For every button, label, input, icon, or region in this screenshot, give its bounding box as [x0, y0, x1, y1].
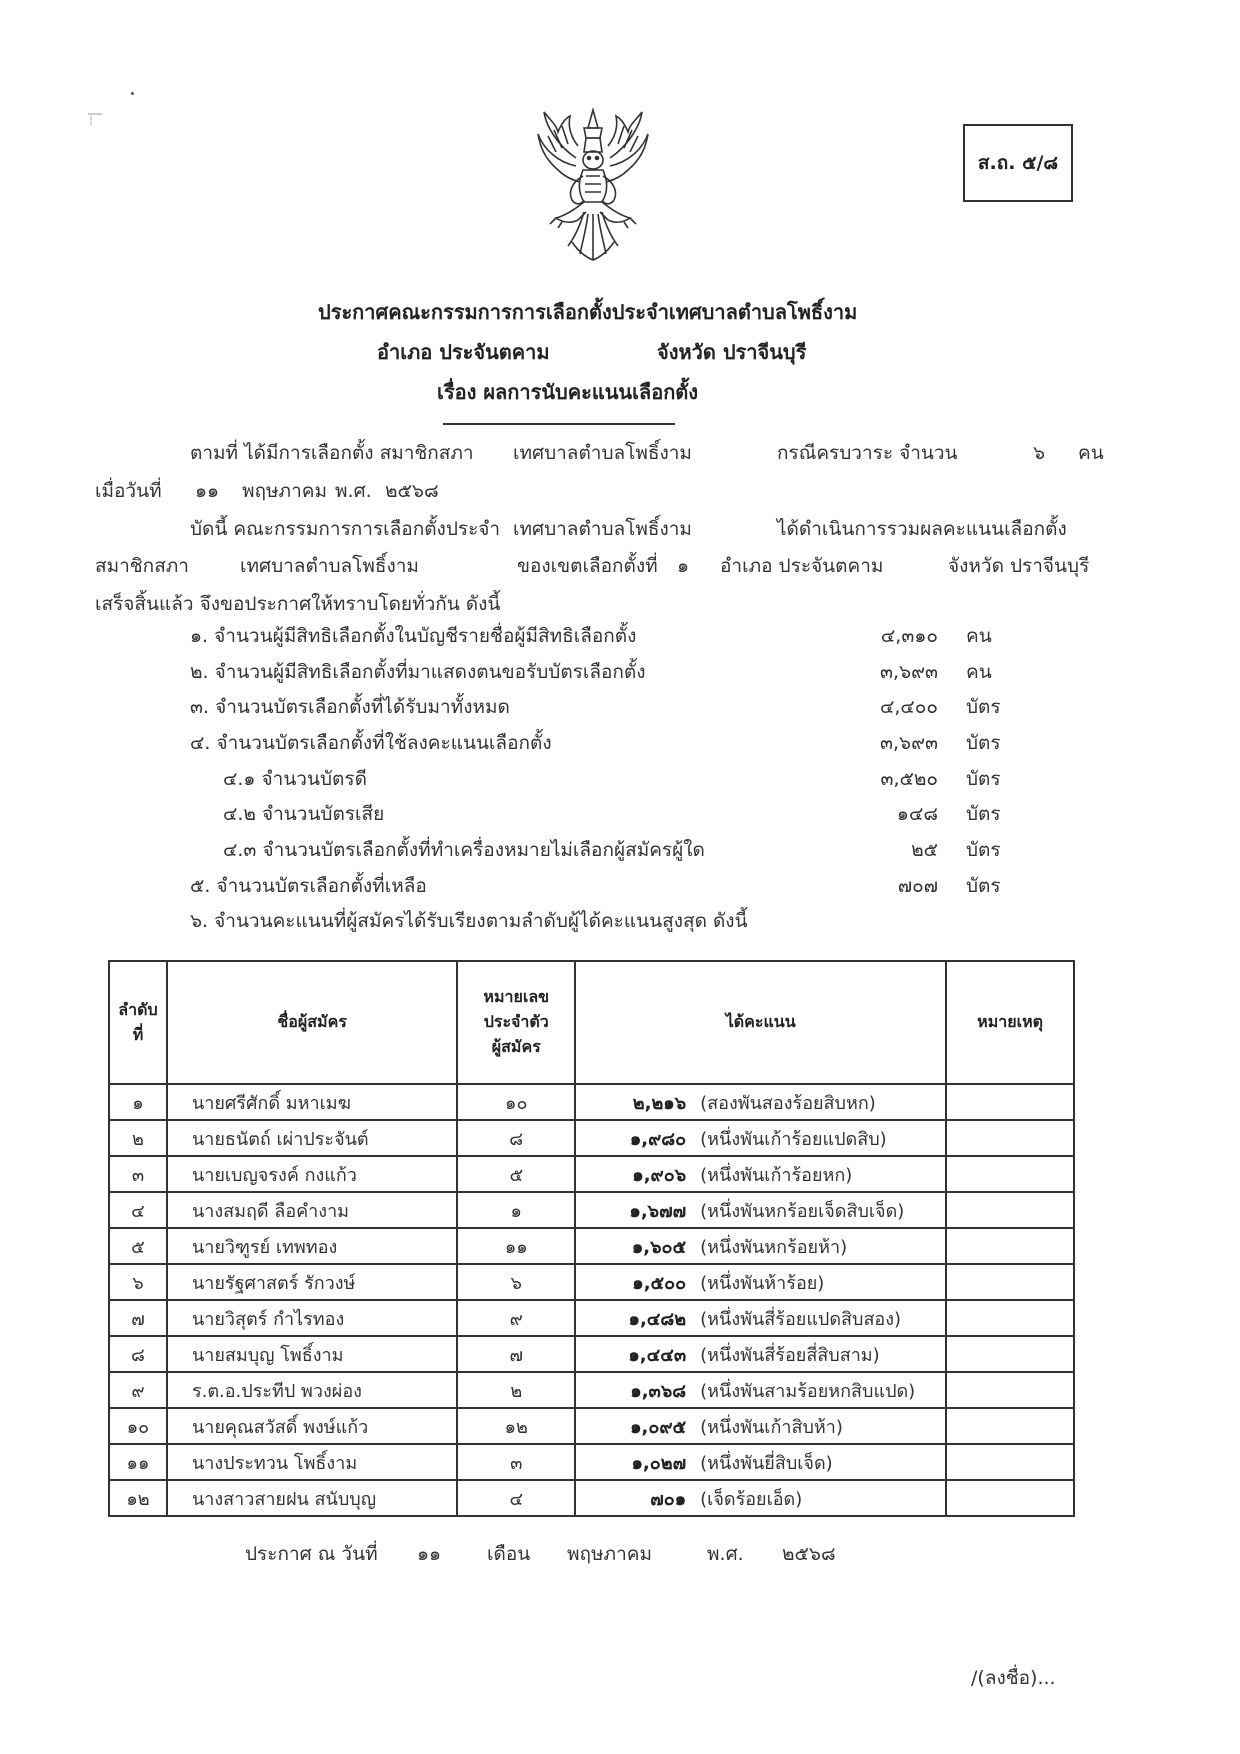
score-value: ๑,๔๔๓ [628, 1344, 687, 1366]
cell-rank: ๕ [109, 1228, 167, 1264]
intro-line3-c: ได้ดำเนินการรวมผลคะแนนเลือกตั้ง [777, 518, 1067, 540]
cell-candidate-name: นายวิสุตร์ กำไรทอง [167, 1300, 457, 1336]
item-unit: คน [966, 661, 992, 683]
header-number [457, 961, 575, 1084]
footer-announce: ประกาศ ณ วันที่ [245, 1543, 378, 1565]
header-score: ได้คะแนน [575, 961, 946, 1084]
footer-month-label: เดือน [487, 1543, 531, 1565]
intro-line4-district: อำเภอ ประจันตคาม [720, 555, 884, 577]
item-value: ๑๔๘ [896, 803, 938, 825]
score-value: ๑,๐๙๕ [630, 1416, 687, 1438]
score-value: ๑,๙๘๐ [629, 1128, 687, 1150]
cell-candidate-name: นายธนัตถ์ เผ่าประจันต์ [167, 1120, 457, 1156]
cell-note [946, 1192, 1074, 1228]
table-row [109, 1156, 1074, 1192]
item-label: ๑. จำนวนผู้มีสิทธิเลือกตั้งในบัญชีรายชื่อผู้มีสิทธิเลือกตั้ง [190, 625, 637, 647]
cell-score [575, 1264, 946, 1300]
header-rank-line1: ลำดับ [118, 999, 158, 1019]
candidate-results-table [108, 960, 1075, 1517]
cell-score [575, 1480, 946, 1516]
cell-candidate-name: นางประทวน โพธิ์งาม [167, 1444, 457, 1480]
header-number-line1: หมายเลข [483, 987, 550, 1007]
item-value: ๓,๕๒๐ [880, 768, 938, 790]
intro-line1-c: กรณีครบวาระ จำนวน [777, 442, 958, 464]
cell-note [946, 1336, 1074, 1372]
cell-rank: ๖ [109, 1264, 167, 1300]
table-row [109, 1084, 1074, 1120]
cell-note [946, 1408, 1074, 1444]
item-unit: บัตร [966, 803, 1001, 825]
cell-candidate-name: นายศรีศักดิ์ มหาเมฆ [167, 1084, 457, 1120]
garuda-emblem-icon [528, 106, 658, 264]
score-in-words: (หนึ่งพันสี่ร้อยสี่สิบสาม) [700, 1344, 880, 1366]
score-in-words: (หนึ่งพันยี่สิบเจ็ด) [700, 1452, 833, 1474]
header-rank [109, 961, 167, 1084]
item-label: ๔.๑ จำนวนบัตรดี [223, 768, 367, 790]
intro-line4-municipality: เทศบาลตำบลโพธิ์งาม [240, 555, 419, 577]
item-unit: บัตร [966, 732, 1001, 754]
cell-score [575, 1120, 946, 1156]
score-in-words: (หนึ่งพันห้าร้อย) [700, 1272, 825, 1294]
cell-candidate-number: ๑๐ [457, 1084, 575, 1120]
intro-line5: เสร็จสิ้นแล้ว จึงขอประกาศให้ทราบโดยทั่วกัน ดังนี้ [95, 593, 501, 615]
election-year-label: พ.ศ. [335, 480, 372, 502]
scan-speck [131, 92, 134, 95]
item-unit: คน [966, 625, 992, 647]
table-row [109, 1264, 1074, 1300]
score-in-words: (หนึ่งพันสี่ร้อยแปดสิบสอง) [700, 1308, 902, 1330]
item-value: ๔,๓๑๐ [880, 625, 938, 647]
score-value: ๑,๓๖๘ [630, 1380, 687, 1402]
intro-line2-a: เมื่อวันที่ [95, 480, 162, 502]
title-province: จังหวัด ปราจีนบุรี [657, 340, 807, 364]
score-in-words: (หนึ่งพันเก้าสิบห้า) [700, 1416, 843, 1438]
table-row [109, 1228, 1074, 1264]
intro-line4-c: ของเขตเลือกตั้งที่ [517, 555, 658, 577]
announcement-title: ประกาศคณะกรรมการการเลือกตั้งประจำเทศบาลตำบลโพธิ์งาม [318, 300, 858, 324]
item-value: ๗๐๗ [897, 875, 938, 897]
item-label: ๖. จำนวนคะแนนที่ผู้สมัครได้รับเรียงตามลำดับผู้ได้คะแนนสูงสุด ดังนี้ [190, 910, 748, 932]
signature-continuation: /(ลงชื่อ)... [971, 1667, 1056, 1689]
cell-candidate-name: ร.ต.อ.ประทีป พวงผ่อง [167, 1372, 457, 1408]
intro-line4-a: สมาชิกสภา [95, 555, 189, 577]
score-in-words: (หนึ่งพันเก้าร้อยหก) [700, 1164, 853, 1186]
item-unit: บัตร [966, 768, 1001, 790]
item-unit: บัตร [966, 696, 1001, 718]
cell-candidate-number: ๑๑ [457, 1228, 575, 1264]
item-label: ๓. จำนวนบัตรเลือกตั้งที่ได้รับมาทั้งหมด [190, 696, 510, 718]
election-year: ๒๕๖๘ [385, 480, 439, 502]
cell-score [575, 1156, 946, 1192]
cell-candidate-number: ๔ [457, 1480, 575, 1516]
item-unit: บัตร [966, 839, 1001, 861]
cell-note [946, 1480, 1074, 1516]
cell-score [575, 1408, 946, 1444]
cell-rank: ๗ [109, 1300, 167, 1336]
score-value: ๑,๖๐๕ [631, 1236, 687, 1258]
score-value: ๑,๕๐๐ [632, 1272, 687, 1294]
score-in-words: (เจ็ดร้อยเอ็ด) [700, 1488, 803, 1510]
cell-rank: ๔ [109, 1192, 167, 1228]
table-row [109, 1480, 1074, 1516]
table-row [109, 1336, 1074, 1372]
cell-candidate-name: นายรัฐศาสตร์ รักวงษ์ [167, 1264, 457, 1300]
intro-line1-a: ตามที่ ได้มีการเลือกตั้ง สมาชิกสภา [190, 442, 474, 464]
intro-line3-municipality: เทศบาลตำบลโพธิ์งาม [513, 518, 692, 540]
score-value: ๗๐๑ [650, 1488, 687, 1510]
seat-unit: คน [1078, 442, 1104, 464]
table-row [109, 1300, 1074, 1336]
cell-note [946, 1084, 1074, 1120]
score-in-words: (หนึ่งพันสามร้อยหกสิบแปด) [700, 1380, 916, 1402]
election-month: พฤษภาคม [242, 480, 327, 502]
cell-candidate-number: ๒ [457, 1372, 575, 1408]
intro-line1-municipality: เทศบาลตำบลโพธิ์งาม [513, 442, 692, 464]
cell-rank: ๑๒ [109, 1480, 167, 1516]
cell-candidate-number: ๑ [457, 1192, 575, 1228]
table-header-row [109, 961, 1074, 1084]
cell-rank: ๑๑ [109, 1444, 167, 1480]
cell-note [946, 1156, 1074, 1192]
score-in-words: (สองพันสองร้อยสิบหก) [700, 1092, 876, 1114]
item-label: ๒. จำนวนผู้มีสิทธิเลือกตั้งที่มาแสดงตนขอรับบัตรเลือกตั้ง [190, 661, 646, 683]
cell-score [575, 1444, 946, 1480]
cell-rank: ๒ [109, 1120, 167, 1156]
item-value: ๓,๖๙๓ [880, 732, 938, 754]
cell-note [946, 1444, 1074, 1480]
intro-line3-a: บัดนี้ คณะกรรมการการเลือกตั้งประจำ [190, 518, 501, 540]
score-value: ๑,๔๘๒ [628, 1308, 687, 1330]
footer-year: ๒๕๖๘ [782, 1543, 836, 1565]
header-number-line3: ผู้สมัคร [491, 1036, 541, 1056]
cell-candidate-name: นายเบญจรงค์ กงแก้ว [167, 1156, 457, 1192]
score-in-words: (หนึ่งพันเก้าร้อยแปดสิบ) [700, 1128, 887, 1150]
election-day: ๑๑ [195, 480, 220, 502]
footer-year-label: พ.ศ. [707, 1543, 744, 1565]
intro-line4-province: จังหวัด ปราจีนบุรี [948, 555, 1090, 577]
item-value: ๔,๔๐๐ [880, 696, 938, 718]
item-label: ๕. จำนวนบัตรเลือกตั้งที่เหลือ [190, 875, 427, 897]
table-row [109, 1372, 1074, 1408]
cell-rank: ๙ [109, 1372, 167, 1408]
cell-candidate-number: ๘ [457, 1120, 575, 1156]
footer-month: พฤษภาคม [567, 1543, 652, 1565]
item-value: ๒๕ [911, 839, 938, 861]
item-unit: บัตร [966, 875, 1001, 897]
cell-candidate-number: ๗ [457, 1336, 575, 1372]
cell-note [946, 1264, 1074, 1300]
score-value: ๑,๖๗๗ [629, 1200, 687, 1222]
cell-candidate-number: ๑๒ [457, 1408, 575, 1444]
table-row [109, 1120, 1074, 1156]
item-label: ๔. จำนวนบัตรเลือกตั้งที่ใช้ลงคะแนนเลือกตั้ง [190, 732, 552, 754]
score-value: ๑,๙๐๖ [632, 1164, 687, 1186]
cell-note [946, 1120, 1074, 1156]
cell-score [575, 1084, 946, 1120]
item-value: ๓,๖๙๓ [880, 661, 938, 683]
cell-candidate-name: นายวิฑูรย์ เทพทอง [167, 1228, 457, 1264]
cell-score [575, 1228, 946, 1264]
cell-note [946, 1300, 1074, 1336]
cell-note [946, 1228, 1074, 1264]
cell-score [575, 1336, 946, 1372]
score-in-words: (หนึ่งพันหกร้อยเจ็ดสิบเจ็ด) [700, 1200, 905, 1222]
cell-candidate-number: ๕ [457, 1156, 575, 1192]
table-row [109, 1192, 1074, 1228]
cell-rank: ๓ [109, 1156, 167, 1192]
score-value: ๑,๐๒๗ [631, 1452, 687, 1474]
header-number-line2: ประจำตัว [483, 1012, 549, 1032]
scan-artifact [90, 114, 92, 126]
cell-note [946, 1372, 1074, 1408]
title-district: อำเภอ ประจันตคาม [377, 340, 550, 364]
header-note: หมายเหตุ [946, 961, 1074, 1084]
form-code-box [963, 124, 1073, 202]
cell-candidate-name: นายคุณสวัสดิ์ พงษ์แก้ว [167, 1408, 457, 1444]
cell-candidate-number: ๙ [457, 1300, 575, 1336]
cell-candidate-name: นายสมบุญ โพธิ์งาม [167, 1336, 457, 1372]
cell-score [575, 1300, 946, 1336]
item-label: ๔.๓ จำนวนบัตรเลือกตั้งที่ทำเครื่องหมายไม่เลือกผู้สมัครผู้ใด [223, 839, 705, 861]
seat-count: ๖ [1033, 442, 1046, 464]
form-code: ส.ถ. ๕/๘ [977, 152, 1059, 174]
cell-candidate-name: นางสาวสายฝน สนับบุญ [167, 1480, 457, 1516]
header-name: ชื่อผู้สมัคร [167, 961, 457, 1084]
item-label: ๔.๒ จำนวนบัตรเสีย [223, 803, 385, 825]
cell-candidate-number: ๓ [457, 1444, 575, 1480]
cell-score [575, 1372, 946, 1408]
score-in-words: (หนึ่งพันหกร้อยห้า) [700, 1236, 848, 1258]
cell-candidate-number: ๖ [457, 1264, 575, 1300]
footer-day: ๑๑ [417, 1543, 442, 1565]
score-value: ๒,๒๑๖ [632, 1092, 687, 1114]
cell-score [575, 1192, 946, 1228]
table-row [109, 1444, 1074, 1480]
cell-rank: ๑๐ [109, 1408, 167, 1444]
title-subject: เรื่อง ผลการนับคะแนนเลือกตั้ง [437, 380, 699, 404]
header-rank-line2: ที่ [132, 1024, 144, 1044]
title-divider [443, 423, 675, 425]
cell-rank: ๘ [109, 1336, 167, 1372]
cell-candidate-name: นางสมฤดี ลือคำงาม [167, 1192, 457, 1228]
constituency-number: ๑ [677, 555, 690, 577]
cell-rank: ๑ [109, 1084, 167, 1120]
table-row [109, 1408, 1074, 1444]
